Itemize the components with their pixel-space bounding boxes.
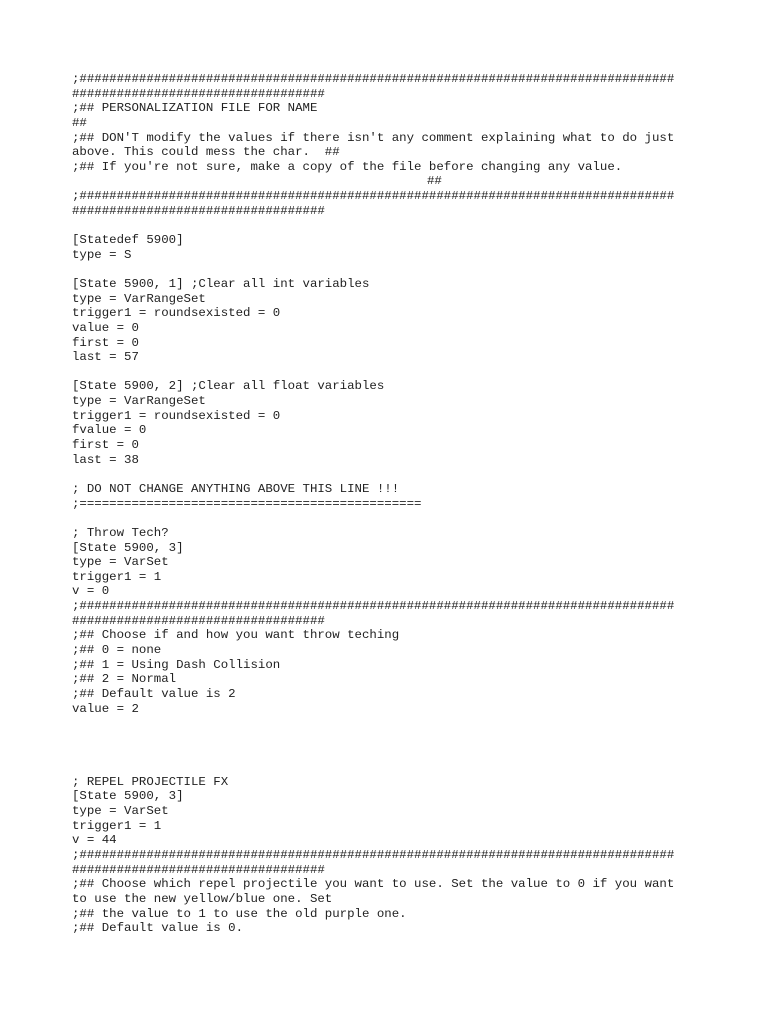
repel-var: v = 44	[72, 833, 117, 848]
state-2-last: last = 38	[72, 452, 139, 467]
state-1-value: value = 0	[72, 320, 139, 335]
throw-tech-state: [State 5900, 3]	[72, 540, 184, 555]
repel-trigger: trigger1 = 1	[72, 818, 162, 833]
repel-comment: ; REPEL PROJECTILE FX	[72, 774, 229, 789]
statedef-block	[72, 233, 702, 262]
throw-tech-trigger: trigger1 = 1	[72, 569, 162, 584]
blank-line	[72, 365, 702, 380]
repel-choose-1a: ;## Choose which repel projectile you want to use. Set the value to 0 if you want	[72, 877, 675, 892]
header-warning-1a: ;## DON'T modify the values if there isn't any comment explaining what to do just	[72, 130, 675, 145]
state-2-block	[72, 379, 702, 467]
divider-rule: ;==============================================	[72, 496, 422, 511]
repel-rule-1: ;################################################################################	[72, 847, 675, 862]
divider-warning: ; DO NOT CHANGE ANYTHING ABOVE THIS LINE !!!	[72, 481, 400, 496]
throw-tech-value: value = 2	[72, 701, 139, 716]
state-2-first: first = 0	[72, 438, 139, 453]
throw-tech-rule-1: ;################################################################################	[72, 599, 675, 614]
state-1-header: [State 5900, 1] ;Clear all int variables	[72, 276, 370, 291]
repel-default: ;## Default value is 0.	[72, 921, 244, 936]
config-file-page	[72, 72, 702, 936]
throw-tech-comment: ; Throw Tech?	[72, 525, 169, 540]
repel-choose-2: ;## the value to 1 to use the old purple one.	[72, 906, 407, 921]
statedef-type: type = S	[72, 247, 132, 262]
state-2-trigger: trigger1 = roundsexisted = 0	[72, 408, 281, 423]
repel-rule-2: ##################################	[72, 862, 325, 877]
header-warning-1b: above. This could mess the char. ##	[72, 145, 340, 160]
state-1-first: first = 0	[72, 335, 139, 350]
throw-tech-block	[72, 526, 702, 716]
throw-tech-default: ;## Default value is 2	[72, 686, 236, 701]
header-title-end: ##	[72, 115, 87, 130]
throw-tech-option-2: ;## 2 = Normal	[72, 672, 177, 687]
header-rule-top-2: ##################################	[72, 86, 325, 101]
header-warning-2-end: ##	[427, 174, 442, 189]
blank-gap	[72, 716, 702, 775]
throw-tech-option-1: ;## 1 = Using Dash Collision	[72, 657, 281, 672]
blank-line	[72, 511, 702, 526]
header-rule-bottom-2: ##################################	[72, 203, 325, 218]
do-not-change-divider	[72, 482, 702, 511]
state-2-header: [State 5900, 2] ;Clear all float variables	[72, 379, 385, 394]
header-title: ;## PERSONALIZATION FILE FOR NAME	[72, 101, 318, 116]
throw-tech-rule-2: ##################################	[72, 613, 325, 628]
header-warning-2: ;## If you're not sure, make a copy of the file before changing any value.	[72, 159, 623, 174]
repel-projectile-block	[72, 775, 702, 936]
state-1-last: last = 57	[72, 350, 139, 365]
repel-state: [State 5900, 3]	[72, 789, 184, 804]
blank-line	[72, 467, 702, 482]
state-2-type: type = VarRangeSet	[72, 394, 206, 409]
repel-choose-1b: to use the new yellow/blue one. Set	[72, 891, 333, 906]
state-1-block	[72, 277, 702, 365]
blank-line	[72, 262, 702, 277]
state-1-type: type = VarRangeSet	[72, 291, 206, 306]
repel-type: type = VarSet	[72, 804, 169, 819]
throw-tech-type: type = VarSet	[72, 555, 169, 570]
header-rule-top-1: ;################################################################################	[72, 72, 675, 86]
state-1-trigger: trigger1 = roundsexisted = 0	[72, 306, 281, 321]
state-2-fvalue: fvalue = 0	[72, 423, 147, 438]
statedef-line: [Statedef 5900]	[72, 233, 184, 248]
throw-tech-choose: ;## Choose if and how you want throw teching	[72, 628, 400, 643]
header-rule-bottom-1: ;################################################################################	[72, 189, 675, 204]
throw-tech-var: v = 0	[72, 584, 110, 599]
header-block	[72, 72, 702, 218]
throw-tech-option-0: ;## 0 = none	[72, 642, 162, 657]
blank-line	[72, 218, 702, 233]
